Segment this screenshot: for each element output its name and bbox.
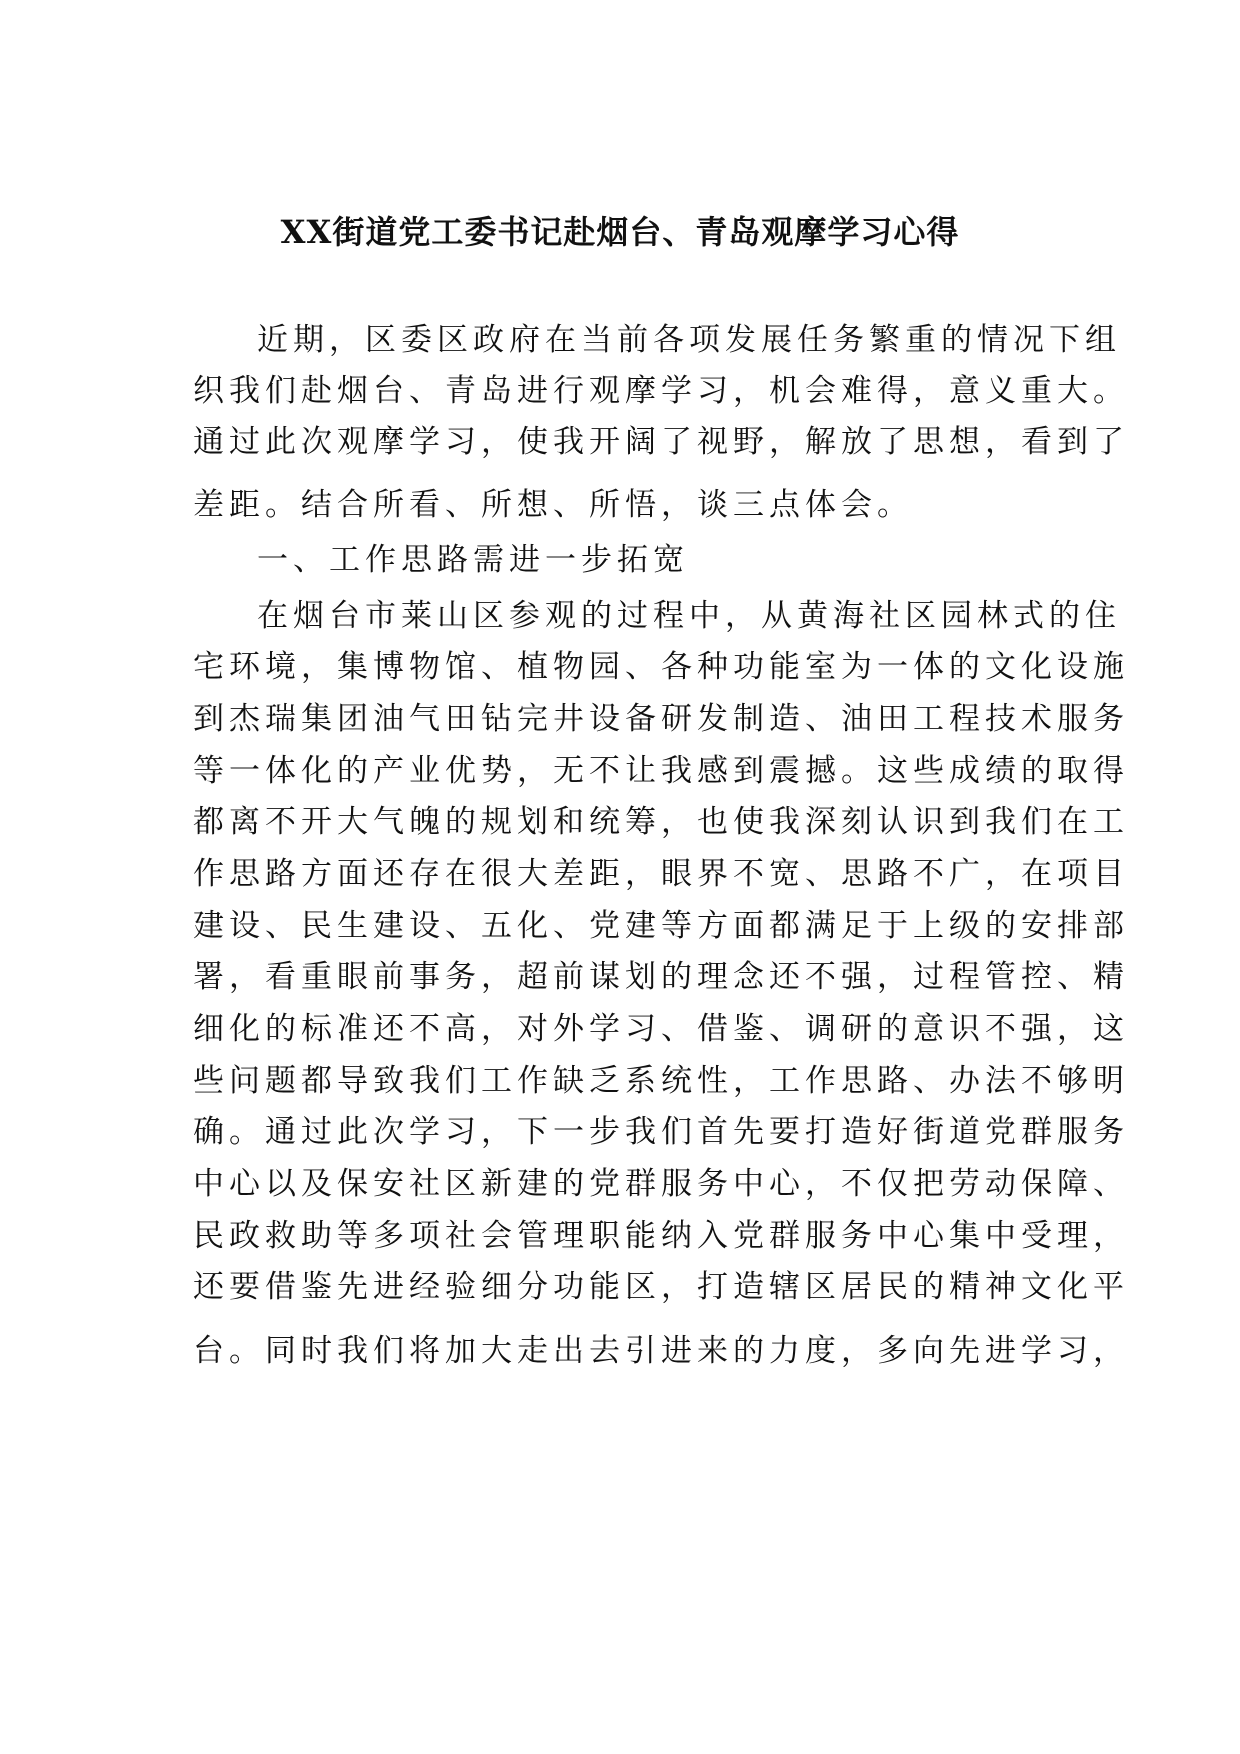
paragraph-line: 作思路方面还存在很大差距，眼界不宽、思路不广，在项目 <box>193 856 1129 892</box>
paragraph-line: 到杰瑞集团油气田钻完井设备研发制造、油田工程技术服务 <box>193 701 1129 737</box>
paragraph-line: 差距。结合所看、所想、所悟，谈三点体会。 <box>193 487 913 523</box>
paragraph-line: 些问题都导致我们工作缺乏系统性，工作思路、办法不够明 <box>193 1063 1129 1099</box>
section-heading: 一、工作思路需进一步拓宽 <box>257 542 689 578</box>
paragraph-line: 织我们赴烟台、青岛进行观摩学习，机会难得，意义重大。 <box>193 373 1129 409</box>
paragraph-line: 还要借鉴先进经验细分功能区，打造辖区居民的精神文化平 <box>193 1269 1129 1305</box>
paragraph-line: 等一体化的产业优势，无不让我感到震撼。这些成绩的取得 <box>193 753 1129 789</box>
paragraph-line: 宅环境，集博物馆、植物园、各种功能室为一体的文化设施 <box>193 649 1129 685</box>
paragraph-line: 确。通过此次学习，下一步我们首先要打造好街道党群服务 <box>193 1114 1129 1150</box>
document-title: XX街道党工委书记赴烟台、青岛观摩学习心得 <box>280 213 960 251</box>
paragraph-line: 都离不开大气魄的规划和统筹，也使我深刻认识到我们在工 <box>193 804 1129 840</box>
paragraph-line: 中心以及保安社区新建的党群服务中心，不仅把劳动保障、 <box>193 1166 1129 1202</box>
paragraph-line: 细化的标准还不高，对外学习、借鉴、调研的意识不强，这 <box>193 1011 1129 1047</box>
paragraph-line: 在烟台市莱山区参观的过程中，从黄海社区园林式的住 <box>257 598 1121 634</box>
paragraph-line: 民政救助等多项社会管理职能纳入党群服务中心集中受理， <box>193 1218 1129 1254</box>
paragraph-line: 通过此次观摩学习，使我开阔了视野，解放了思想，看到了 <box>193 424 1129 460</box>
paragraph-line: 台。同时我们将加大走出去引进来的力度，多向先进学习， <box>193 1333 1129 1369</box>
paragraph-line: 署，看重眼前事务，超前谋划的理念还不强，过程管控、精 <box>193 959 1129 995</box>
paragraph-line: 近期，区委区政府在当前各项发展任务繁重的情况下组 <box>257 322 1121 358</box>
paragraph-line: 建设、民生建设、五化、党建等方面都满足于上级的安排部 <box>193 908 1129 944</box>
